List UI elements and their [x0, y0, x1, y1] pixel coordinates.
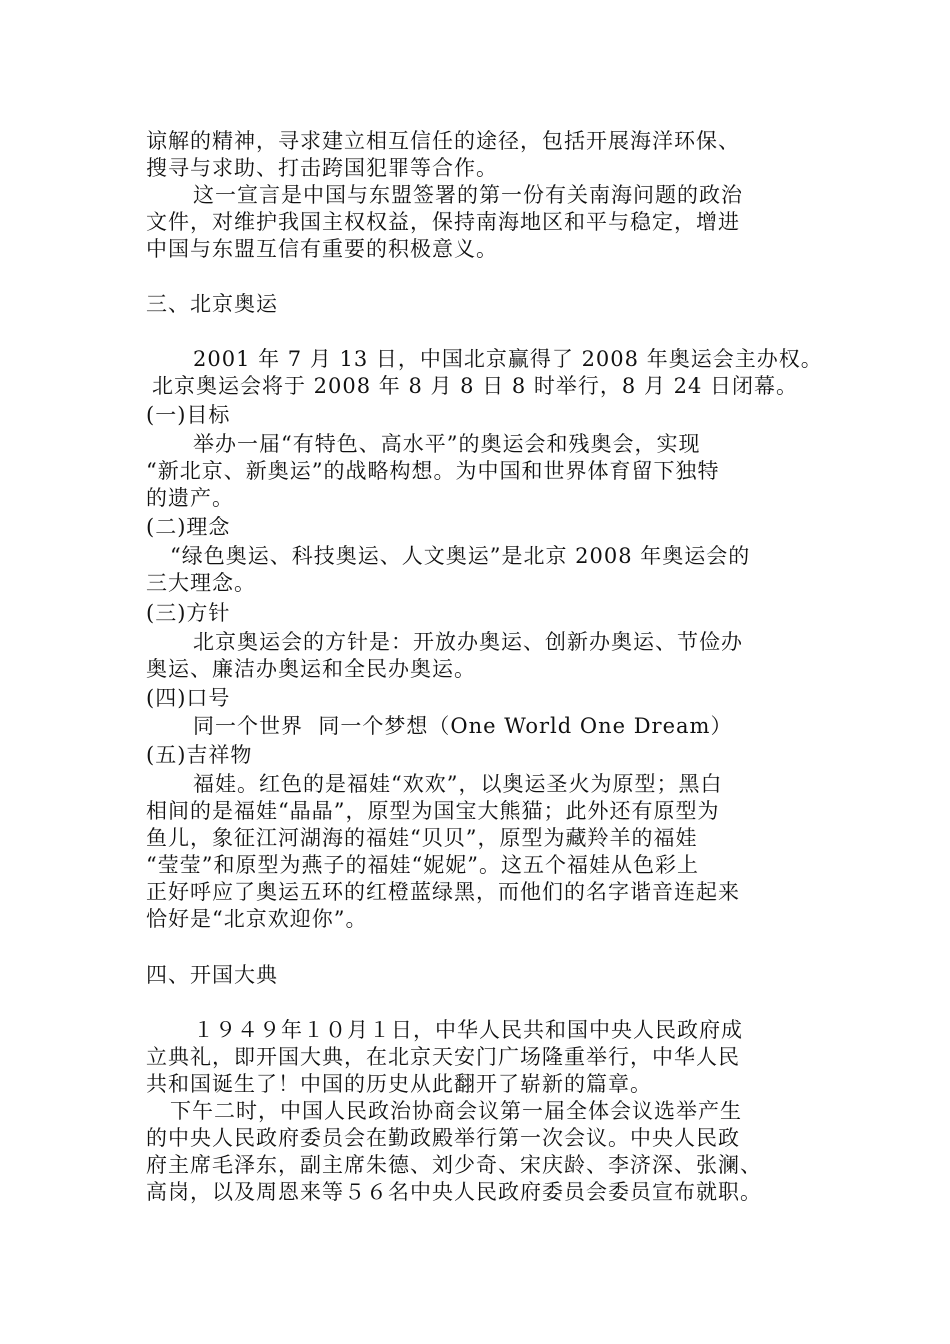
paragraph-line: １９４９年１０月１日，中华人民共和国中央人民政府成	[193, 1018, 743, 1042]
paragraph-line: 共和国诞生了！中国的历史从此翻开了崭新的篇章。	[146, 1072, 652, 1096]
paragraph-line: 搜寻与求助、打击跨国犯罪等合作。	[146, 156, 498, 180]
slogan-line: 同一个世界 同一个梦想（One World One Dream）	[193, 714, 733, 738]
paragraph-line: 下午二时，中国人民政治协商会议第一届全体会议选举产生	[170, 1099, 742, 1123]
paragraph-line: “新北京、新奥运”的战略构想。为中国和世界体育留下独特	[146, 459, 720, 483]
paragraph-line: 中国与东盟互信有重要的积极意义。	[146, 237, 498, 261]
section-heading: 四、开国大典	[146, 963, 278, 987]
paragraph-line: 府主席毛泽东，副主席朱德、刘少奇、宋庆龄、李济深、张澜、	[146, 1153, 762, 1177]
subsection-heading: (五)吉祥物	[146, 743, 253, 767]
paragraph-line: 鱼儿，象征江河湖海的福娃“贝贝”，原型为藏羚羊的福娃	[146, 826, 698, 850]
paragraph-line: 北京奥运会的方针是：开放办奥运、创新办奥运、节俭办	[193, 630, 743, 654]
paragraph-line: 福娃。红色的是福娃“欢欢”，以奥运圣火为原型；黑白	[193, 772, 723, 796]
paragraph-line: 的中央人民政府委员会在勤政殿举行第一次会议。中央人民政	[146, 1126, 740, 1150]
subsection-heading: (四)口号	[146, 686, 231, 710]
subsection-heading: (二)理念	[146, 515, 231, 539]
paragraph-line: 正好呼应了奥运五环的红橙蓝绿黑，而他们的名字谐音连起来	[146, 880, 740, 904]
paragraph-line: 文件，对维护我国主权权益，保持南海地区和平与稳定，增进	[146, 210, 740, 234]
section-heading: 三、北京奥运	[146, 292, 278, 316]
paragraph-line: 恰好是“北京欢迎你”。	[146, 907, 368, 931]
paragraph-line: “莹莹”和原型为燕子的福娃“妮妮”。这五个福娃从色彩上	[146, 853, 699, 877]
paragraph-line: 相间的是福娃“晶晶”，原型为国宝大熊猫；此外还有原型为	[146, 799, 720, 823]
paragraph-line: 北京奥运会将于 2008 年 8 月 8 日 8 时举行，8 月 24 日闭幕。	[152, 374, 799, 398]
paragraph-line: 三大理念。	[146, 571, 256, 595]
paragraph-line: 高岗，以及周恩来等５６名中央人民政府委员会委员宣布就职。	[146, 1180, 762, 1204]
paragraph-line: 这一宣言是中国与东盟签署的第一份有关南海问题的政治	[193, 183, 743, 207]
paragraph-line: 立典礼，即开国大典，在北京天安门广场隆重举行，中华人民	[146, 1045, 740, 1069]
paragraph-line: 2001 年 7 月 13 日，中国北京赢得了 2008 年奥运会主办权。	[193, 347, 823, 371]
paragraph-line: 奥运、廉洁办奥运和全民办奥运。	[146, 657, 476, 681]
subsection-heading: (一)目标	[146, 403, 231, 427]
paragraph-line: 举办一届“有特色、高水平”的奥运会和残奥会，实现	[193, 432, 701, 456]
paragraph-line: 的遗产。	[146, 486, 234, 510]
subsection-heading: (三)方针	[146, 601, 231, 625]
paragraph-line: “绿色奥运、科技奥运、人文奥运”是北京 2008 年奥运会的	[170, 544, 751, 568]
paragraph-line: 谅解的精神，寻求建立相互信任的途径，包括开展海洋环保、	[146, 129, 740, 153]
